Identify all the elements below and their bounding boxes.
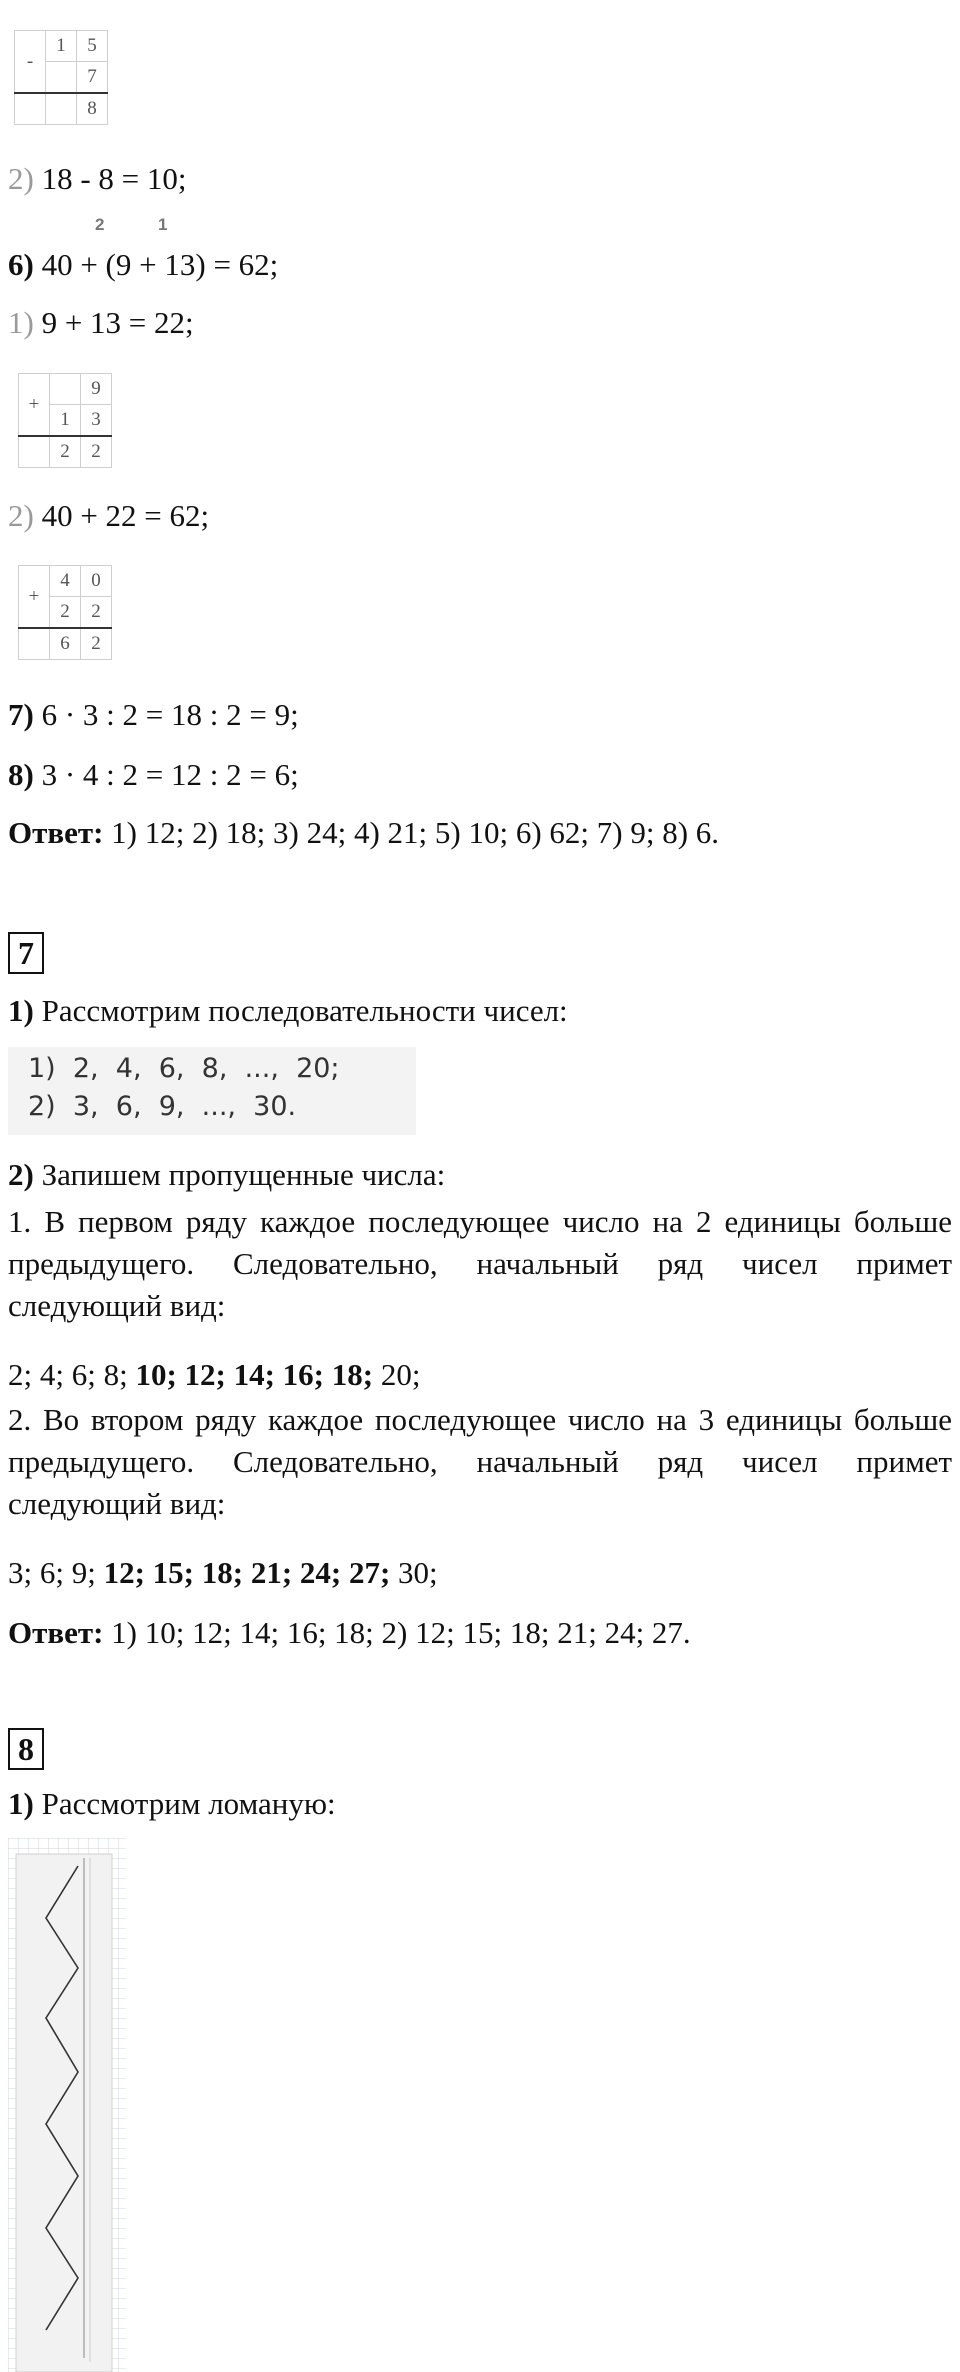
operator-sign: + [19,374,50,437]
solution-line [8,757,299,793]
sequence-line: 1) 2, 4, 6, 8, ..., 20; [28,1053,340,1084]
column-addition-table [18,373,112,468]
digit-cell: 2 [81,597,112,629]
step-text: Запишем пропущенные числа: [33,1157,446,1192]
order-mark: 2 [95,215,105,234]
digit-cell: 0 [81,566,112,597]
given-numbers: 30; [390,1555,438,1590]
digit-cell: 4 [50,566,81,597]
polyline-grid-image [8,1838,126,2372]
given-numbers: 2; 4; 6; 8; [8,1357,136,1392]
digit-cell [46,93,77,125]
operator-sign: - [15,31,46,94]
task-number: 7) [8,697,34,732]
digit-cell [46,62,77,94]
answer-text: 1) 12; 2) 18; 3) 24; 4) 21; 5) 10; 6) 62; 7) 9; 8) 6. [103,815,720,850]
task-number-box: 7 [8,932,44,974]
answer-label: Ответ: [8,1615,104,1650]
missing-numbers: 12; 15; 18; 21; 24; 27; [103,1555,391,1590]
column-subtraction-table [14,30,108,125]
paper-strip [16,1854,112,2372]
equation-text: 9 + 13 = 22; [33,305,194,340]
step-line [8,1786,336,1822]
solution-line [8,498,209,534]
equation-text: 40 + 22 = 62; [33,498,210,533]
digit-cell: 1 [50,405,81,437]
sequence-line: 2) 3, 6, 9, ..., 30. [28,1091,297,1122]
missing-numbers: 10; 12; 14; 16; 18; [135,1357,374,1392]
given-numbers: 20; [373,1357,421,1392]
solution-line [8,697,299,733]
digit-cell [50,374,81,405]
step-number: 1) [8,993,34,1028]
step-number: 2) [8,161,34,196]
equation-text: 18 - 8 = 10; [33,161,187,196]
task-number-box: 8 [8,1728,44,1770]
sequence-result [8,1357,420,1393]
step-number: 1) [8,305,34,340]
column-addition-table [18,565,112,660]
solution-line [8,161,187,197]
digit-cell: 8 [77,93,108,125]
digit-cell: 2 [81,436,112,468]
sequence-result [8,1555,438,1591]
empty-cell [19,436,50,468]
digit-cell: 5 [77,31,108,62]
equation-text: 40 + (9 + 13) = 62; [33,247,279,282]
equation-text: 3 · 4 : 2 = 12 : 2 = 6; [33,757,299,792]
digit-cell: 3 [81,405,112,437]
digit-cell: 7 [77,62,108,94]
digit-cell: 6 [50,628,81,660]
digit-cell: 2 [50,436,81,468]
equation-text: 6 · 3 : 2 = 18 : 2 = 9; [33,697,299,732]
step-line [8,1157,445,1193]
solution-line [8,247,278,283]
empty-cell [15,93,46,125]
task-number: 6) [8,247,34,282]
empty-cell [19,628,50,660]
operator-sign: + [19,566,50,629]
step-number: 1) [8,1786,34,1821]
digit-cell: 1 [46,31,77,62]
step-line [8,993,568,1029]
digit-cell: 2 [50,597,81,629]
step-number: 2) [8,1157,34,1192]
digit-cell: 9 [81,374,112,405]
order-mark: 1 [158,215,168,234]
answer-label: Ответ: [8,815,104,850]
step-text: Рассмотрим последовательности чисел: [33,993,568,1028]
explanation-paragraph: 2. Во втором ряду каждое последующее число на 3 единицы больше предыдущего. Следовательно, начальный ряд чисел примет следующий вид: [8,1402,952,1521]
answer-text: 1) 10; 12; 14; 16; 18; 2) 12; 15; 18; 21; 24; 27. [103,1615,691,1650]
explanation-paragraph: 1. В первом ряду каждое последующее число на 2 единицы больше предыдущего. Следовательно, начальный ряд чисел примет следующий вид: [8,1204,952,1323]
sequence-image [8,1047,416,1135]
task-number: 8) [8,757,34,792]
step-number: 2) [8,498,34,533]
solution-line [8,305,194,341]
given-numbers: 3; 6; 9; [8,1555,104,1590]
step-text: Рассмотрим ломаную: [33,1786,336,1821]
answer-line [8,815,719,851]
digit-cell: 2 [81,628,112,660]
answer-line [8,1615,691,1651]
